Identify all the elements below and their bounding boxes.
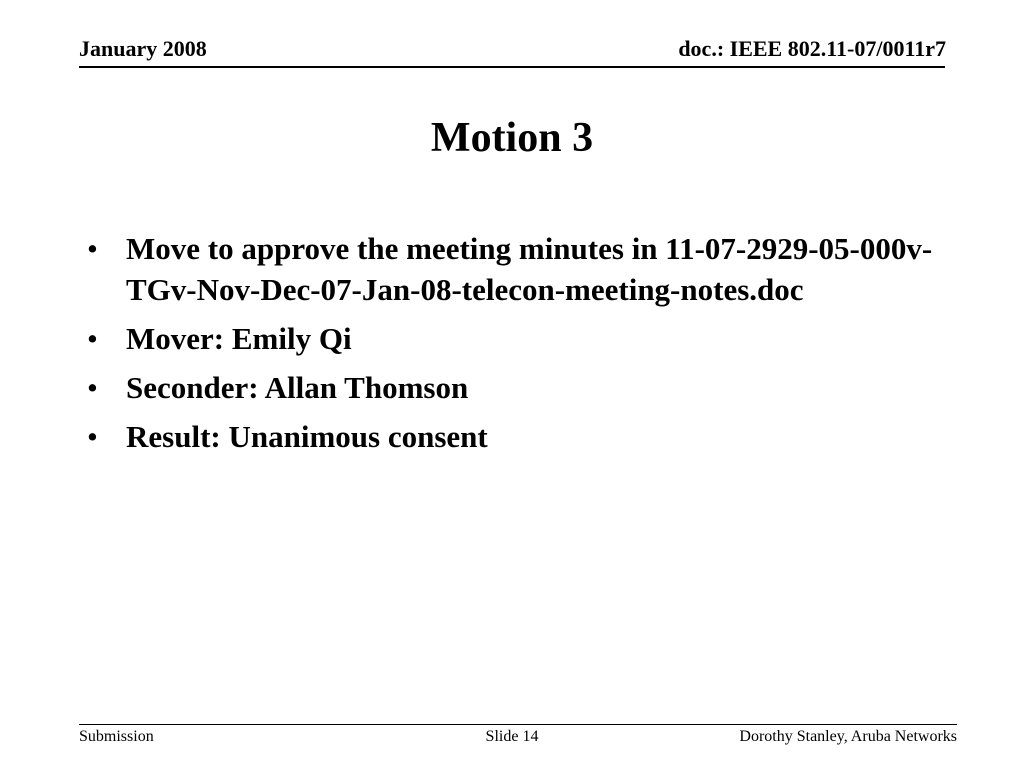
bullet-list xyxy=(79,228,947,465)
footer-submission: Submission xyxy=(79,728,154,745)
bullet-item xyxy=(79,416,947,457)
bullet-item xyxy=(79,228,947,310)
bullet-text-result: Result: Unanimous consent xyxy=(126,419,488,454)
header-divider xyxy=(79,66,945,68)
footer-slide-number: Slide 14 xyxy=(485,728,539,745)
bullet-icon: • xyxy=(87,231,98,266)
footer-author: Dorothy Stanley, Aruba Networks xyxy=(739,728,957,745)
bullet-icon: • xyxy=(87,419,98,454)
bullet-text-motion: Move to approve the meeting minutes in 11-07-2929-05-000v-TGv-Nov-Dec-07-Jan-08-telecon-meeting-notes.doc xyxy=(126,231,933,307)
bullet-icon: • xyxy=(87,370,98,405)
footer-divider xyxy=(79,724,957,725)
header-doc-id: doc.: IEEE 802.11-07/0011r7 xyxy=(678,36,946,61)
header-date: January 2008 xyxy=(79,36,207,61)
bullet-item xyxy=(79,367,947,408)
bullet-item xyxy=(79,318,947,359)
bullet-text-mover: Mover: Emily Qi xyxy=(126,321,352,356)
bullet-text-seconder: Seconder: Allan Thomson xyxy=(126,370,469,405)
bullet-icon: • xyxy=(87,321,98,356)
slide-title: Motion 3 xyxy=(430,115,594,161)
